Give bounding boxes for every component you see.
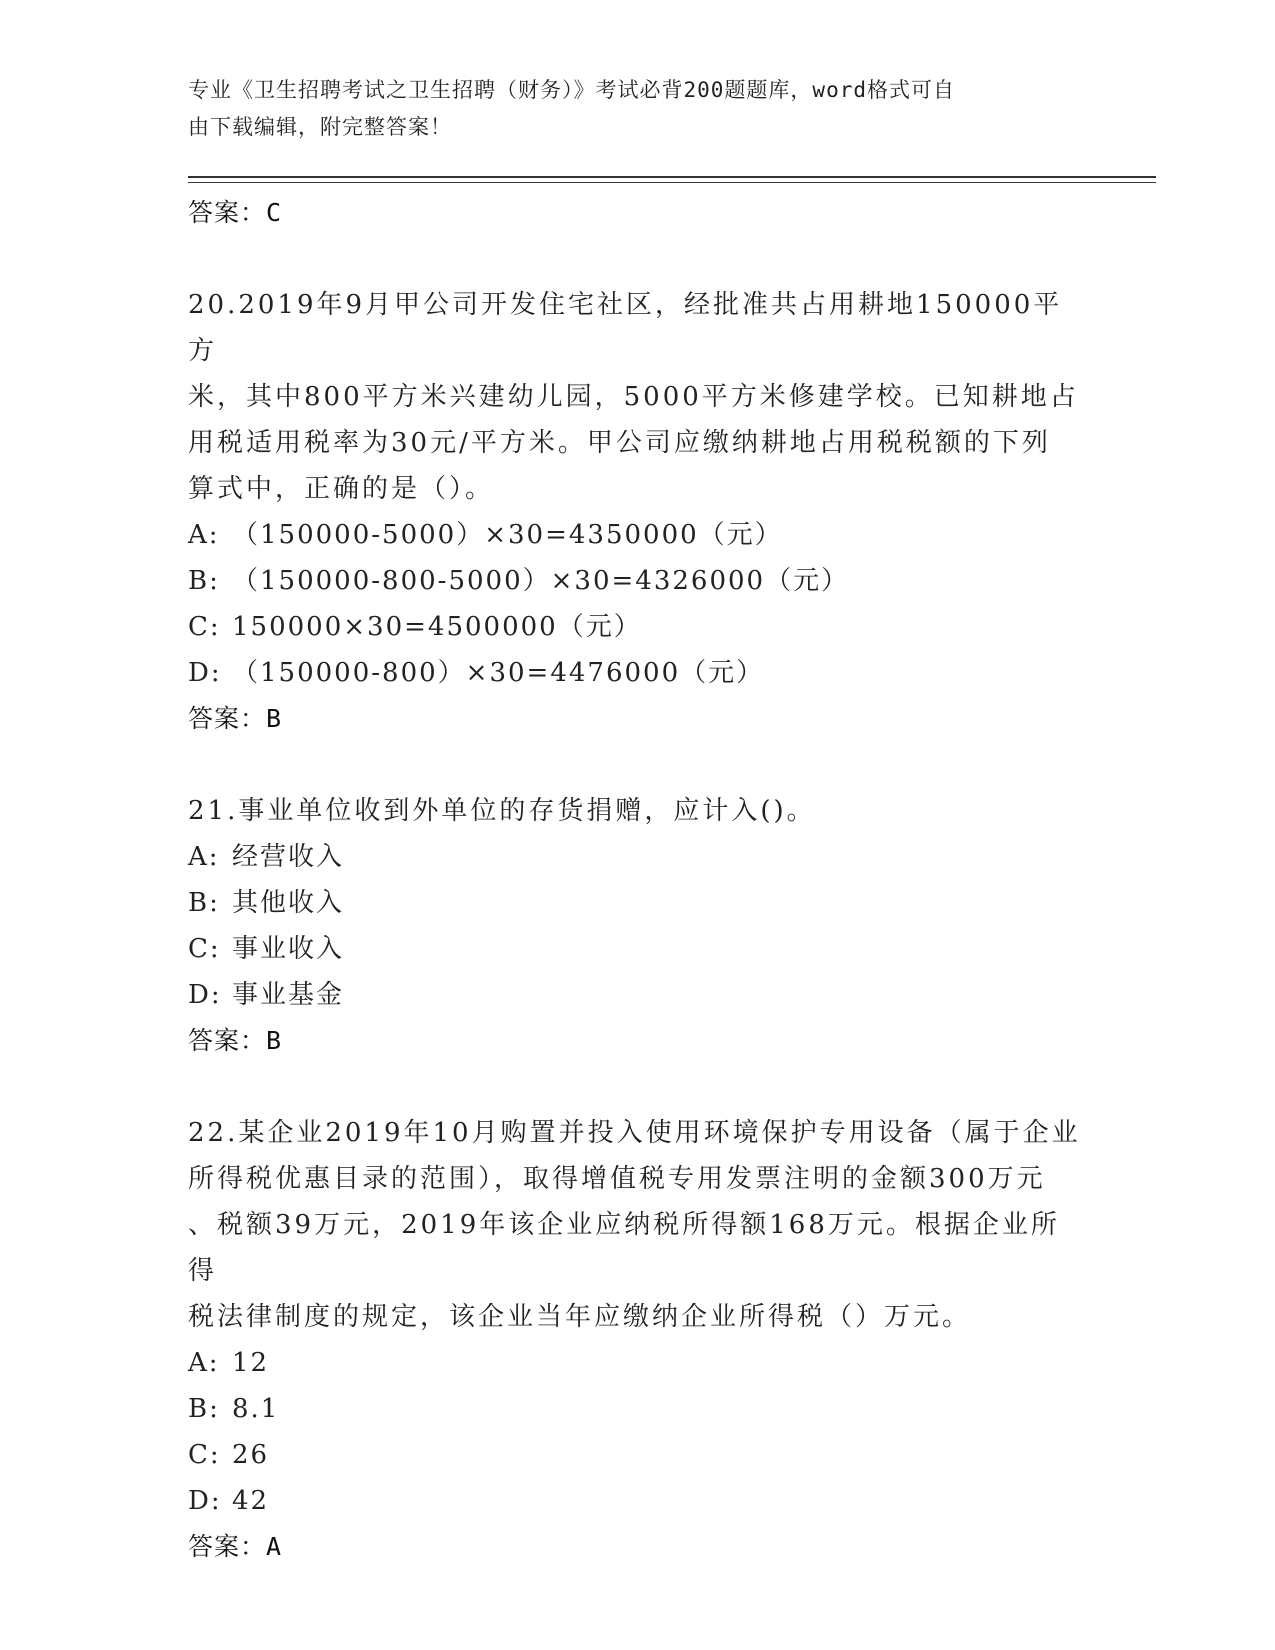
option-label: A: xyxy=(188,520,220,550)
option-text: 42 xyxy=(232,1486,270,1516)
option-label: C: xyxy=(188,612,221,642)
question-20 xyxy=(188,282,1088,742)
question-21 xyxy=(188,788,1088,1064)
spacer xyxy=(188,742,1088,788)
header-divider-thick xyxy=(188,176,1156,178)
option-text: （150000-800）×30=4476000（元） xyxy=(232,658,765,688)
question-line: 税法律制度的规定，该企业当年应缴纳企业所得税（）万元。 xyxy=(188,1302,972,1332)
option-text: 12 xyxy=(232,1348,270,1378)
option-a xyxy=(188,834,1088,880)
option-text: （150000-800-5000）×30=4326000（元） xyxy=(232,566,850,596)
option-d xyxy=(188,650,1088,696)
question-line: 21.事业单位收到外单位的存货捐赠，应计入()。 xyxy=(188,796,816,826)
question-line: 20.2019年9月甲公司开发住宅社区，经批准共占用耕地150000平方 xyxy=(188,290,1063,366)
document-header xyxy=(188,72,1088,146)
option-d xyxy=(188,972,1088,1018)
option-text: （150000-5000）×30=4350000（元） xyxy=(232,520,783,550)
question-line: 、税额39万元，2019年该企业应纳税所得额168万元。根据企业所得 xyxy=(188,1210,1060,1286)
option-label: B: xyxy=(188,566,220,596)
option-d xyxy=(188,1478,1088,1524)
option-label: C: xyxy=(188,934,221,964)
header-line-1: 专业《卫生招聘考试之卫生招聘（财务）》考试必背200题题库，word格式可自 xyxy=(188,78,955,102)
spacer xyxy=(188,236,1088,282)
option-label: B: xyxy=(188,1394,220,1424)
option-a xyxy=(188,512,1088,558)
option-label: D: xyxy=(188,658,222,688)
question-22 xyxy=(188,1110,1088,1570)
option-text: 150000×30=4500000（元） xyxy=(232,612,642,642)
option-label: D: xyxy=(188,980,222,1010)
spacer xyxy=(188,1064,1088,1110)
question-line: 米，其中800平方米兴建幼儿园，5000平方米修建学校。已知耕地占 xyxy=(188,382,1079,412)
option-text: 8.1 xyxy=(232,1394,280,1424)
option-label: B: xyxy=(188,888,220,918)
answer: 答案：B xyxy=(188,1026,283,1055)
question-line: 用税适用税率为30元/平方米。甲公司应缴纳耕地占用税税额的下列 xyxy=(188,428,1051,458)
answer: 答案：B xyxy=(188,704,283,733)
option-label: A: xyxy=(188,842,220,872)
previous-answer: 答案：C xyxy=(188,198,283,227)
option-label: A: xyxy=(188,1348,220,1378)
option-c xyxy=(188,1432,1088,1478)
question-list xyxy=(188,190,1088,1570)
option-c xyxy=(188,604,1088,650)
option-label: D: xyxy=(188,1486,222,1516)
option-text: 事业基金 xyxy=(232,980,345,1010)
question-line: 所得税优惠目录的范围），取得增值税专用发票注明的金额300万元 xyxy=(188,1164,1046,1194)
option-text: 经营收入 xyxy=(232,842,345,872)
question-line: 算式中，正确的是（）。 xyxy=(188,474,495,504)
option-text: 事业收入 xyxy=(232,934,345,964)
answer: 答案：A xyxy=(188,1532,283,1561)
option-a xyxy=(188,1340,1088,1386)
option-label: C: xyxy=(188,1440,221,1470)
option-b xyxy=(188,880,1088,926)
header-line-2: 由下载编辑，附完整答案！ xyxy=(188,115,452,139)
option-b xyxy=(188,558,1088,604)
option-b xyxy=(188,1386,1088,1432)
option-text: 其他收入 xyxy=(232,888,345,918)
option-text: 26 xyxy=(232,1440,270,1470)
header-divider-thin xyxy=(188,182,1156,183)
question-line: 22.某企业2019年10月购置并投入使用环境保护专用设备（属于企业 xyxy=(188,1118,1081,1148)
option-c xyxy=(188,926,1088,972)
